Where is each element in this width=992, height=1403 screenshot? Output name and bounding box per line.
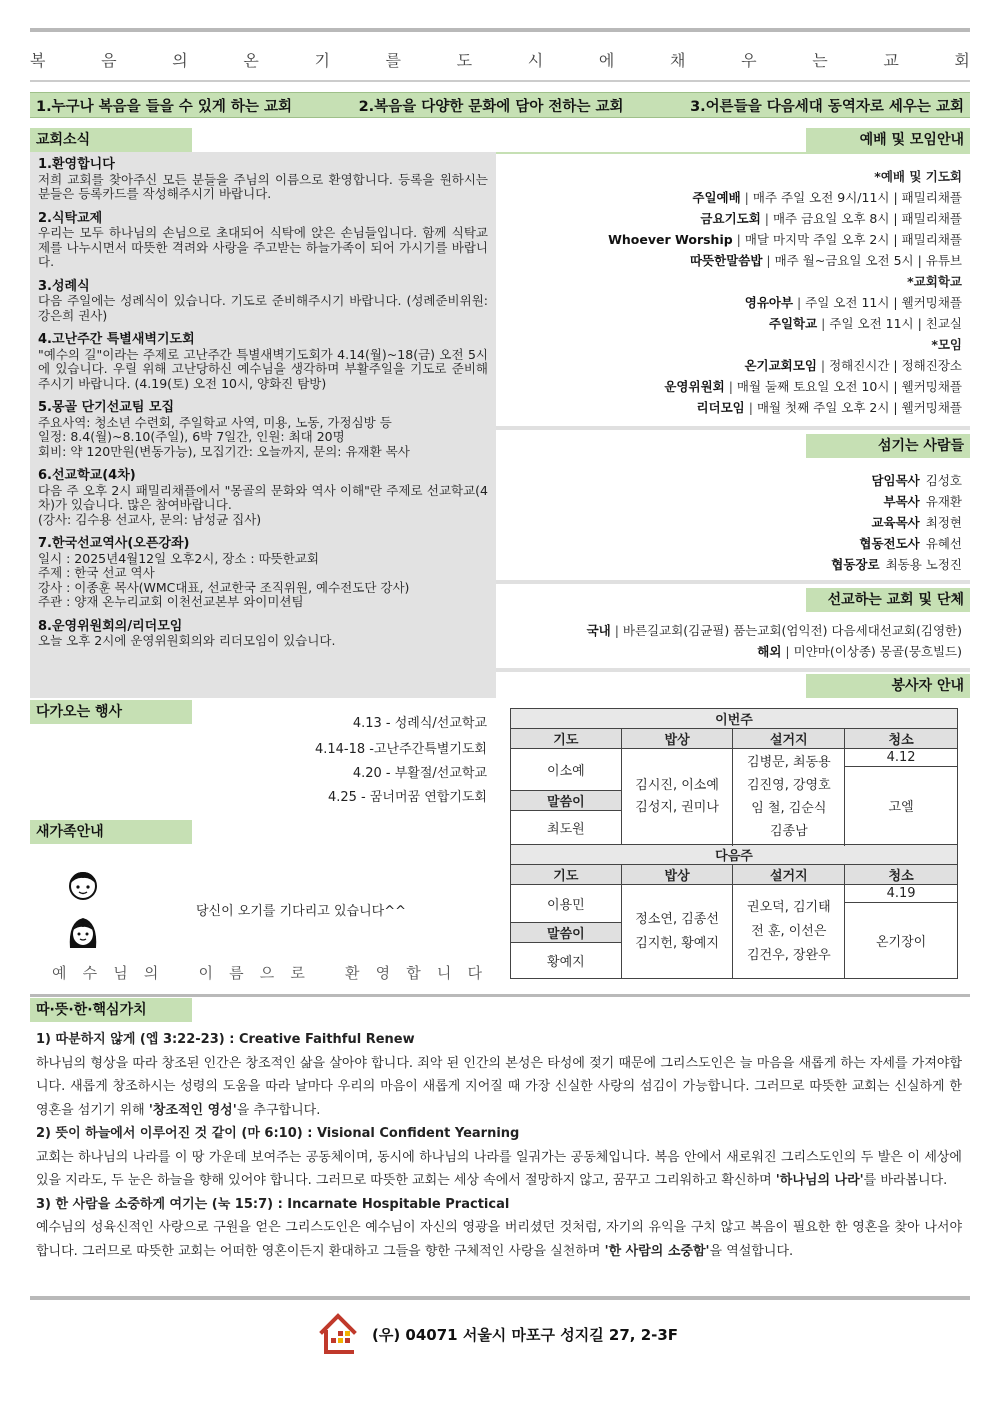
servant-name: 유혜선 xyxy=(925,536,962,551)
core-value-1: 1.누구나 복음을 들을 수 있게 하는 교회 xyxy=(36,98,292,115)
welcome-phrase xyxy=(52,962,482,983)
motto-char: 복 xyxy=(30,51,46,70)
welcome-char: 로 xyxy=(290,964,305,982)
cleaning-date: 4.12 xyxy=(845,749,958,767)
meal-team xyxy=(621,749,733,845)
mission-region: 해외 xyxy=(757,644,782,659)
core-body xyxy=(36,1216,962,1263)
divider-bar: | xyxy=(732,232,745,247)
prayer-person: 이용민 xyxy=(511,885,622,923)
col-prayer: 기도 xyxy=(511,729,622,749)
servant-name: 김성호 xyxy=(925,473,962,488)
meal-line: 김성지, 권미나 xyxy=(635,799,719,815)
section-rule xyxy=(30,994,970,997)
welcome-char: 수 xyxy=(82,964,98,982)
next-week-label: 다음주 xyxy=(511,845,958,865)
motto-char: 온 xyxy=(243,51,259,70)
welcome-char: 예 xyxy=(52,964,67,982)
worship-row xyxy=(608,229,962,250)
core-emphasis: '하나님의 나라' xyxy=(775,1173,864,1188)
news-title: 4.고난주간 특별새벽기도회 xyxy=(38,332,195,347)
meal-line: 김시진, 이소예 xyxy=(635,777,719,793)
worship-name: 리더모임 xyxy=(696,400,745,415)
separator xyxy=(496,668,970,672)
core-title: 1) 따분하지 않게 (엡 3:22-23) : Creative Faithful Renew xyxy=(36,1032,415,1047)
welcome-char: 름 xyxy=(229,964,244,982)
col-cleaning: 청소 xyxy=(845,729,958,749)
news-title: 5.몽골 단기선교팀 모집 xyxy=(38,400,175,415)
news-body: 주요사역: 청소년 수련회, 주일학교 사역, 미용, 노동, 가정심방 등 일정: 8.4(월)~8.10(주일), 6박 7일간, 인원: 최대 20명 회비: 약 120만원(변동가능), 모집기간: 오늘까지, 문의: 유재환 목사 xyxy=(38,414,410,459)
divider-bar: | xyxy=(762,253,775,268)
divider-bar: | xyxy=(816,358,830,373)
divider-bar: | xyxy=(760,211,773,226)
news-body: 일시 : 2025년4월12일 오후2시, 장소 : 따뜻한교회 주제 : 한국 선교 역사 강사 : 이종훈 목사(WMC대표, 선교한국 조직위원, 예수전도단 강사) 주관 : 양재 온누리교회 이천선교본부 와이미션팀 xyxy=(38,550,410,609)
news-title: 1.환영합니다 xyxy=(38,157,115,172)
core-text: 예수님의 성육신적인 사랑으로 구원을 얻은 그리스도인은 예수님이 자신의 영광을 버리셨던 것처럼, 자기의 유익을 구치 않고 복음이 필요한 한 영혼을 찾아 나서야 합니다. 그러므로 따뜻한 교회는 어떠한 영혼이든지 환대하고 그들을 향한 구체적인 사랑을 실천하며 xyxy=(36,1220,962,1259)
dishes-line: 김진영, 강영호 xyxy=(747,777,831,793)
welcome-char: 환 xyxy=(345,964,360,982)
servant-role: 담임목사 xyxy=(871,473,920,488)
worship-name: Whoever Worship xyxy=(608,232,733,247)
core-emphasis: '창조적인 영성' xyxy=(148,1102,237,1118)
servants-heading: 섬기는 사람들 xyxy=(806,434,970,458)
welcome-char: 합 xyxy=(406,964,421,982)
news-item xyxy=(38,333,488,391)
worship-name: 운영위원회 xyxy=(664,379,725,394)
worship-row xyxy=(608,292,962,313)
meal-team xyxy=(621,885,733,979)
core-emphasis: '한 사람의 소중함' xyxy=(604,1243,710,1259)
servant-row xyxy=(831,554,962,575)
servant-name: 최동용 노정진 xyxy=(885,557,962,572)
col-sermon: 말씀이 xyxy=(511,791,622,811)
worship-row xyxy=(608,397,962,418)
dishes-team xyxy=(733,749,845,845)
welcome-char: 다 xyxy=(467,964,482,982)
motto-char: 우 xyxy=(741,51,757,70)
motto-char: 기 xyxy=(314,51,330,70)
core-heading: 따·뜻·한·핵심가치 xyxy=(30,998,192,1022)
meal-line: 김지헌, 황예지 xyxy=(635,935,719,951)
event-item: 4.25 - 꿈너머꿈 연합기도회 xyxy=(327,790,487,805)
news-panel xyxy=(30,152,496,698)
welcome-char: 이 xyxy=(198,964,213,982)
servant-name: 유재환 xyxy=(925,494,962,509)
motto-char: 는 xyxy=(812,51,828,70)
worship-name: 영유아부 xyxy=(744,295,794,310)
news-body: 우리는 모두 하나님의 손님으로 초대되어 식탁에 앉은 손님들입니다. 함께 식탁교제를 나누시면서 따뜻한 격려와 사랑을 주고받는 하늘가족이 되어 가시기를 바랍니다. xyxy=(38,225,488,269)
motto-char: 음 xyxy=(101,51,117,70)
mission-row xyxy=(587,641,962,662)
event-item: 4.13 - 성례식/선교학교 xyxy=(352,716,487,731)
events-heading: 다가오는 행사 xyxy=(30,700,192,724)
worship-row xyxy=(608,313,962,334)
divider-bar: | xyxy=(817,316,830,331)
dishes-team xyxy=(733,885,845,979)
missions-list xyxy=(587,620,962,662)
worship-group-heading: *예배 및 기도회 xyxy=(874,169,962,184)
worship-name: 따뜻한말씀밥 xyxy=(689,253,763,268)
servant-row xyxy=(831,470,962,491)
church-logo-icon xyxy=(318,1312,358,1360)
prayer-person: 이소예 xyxy=(511,749,622,791)
core-text: 를 바라봅니다. xyxy=(863,1173,948,1188)
col-sermon: 말씀이 xyxy=(511,923,622,943)
divider-bar: | xyxy=(781,644,794,659)
servant-role: 협동전도사 xyxy=(859,536,920,551)
divider-bar: | xyxy=(744,400,757,415)
top-rule xyxy=(30,28,970,32)
servant-row xyxy=(831,512,962,533)
motto-char: 시 xyxy=(527,51,544,70)
core-text: 교회는 하나님의 나라를 이 땅 가운데 보여주는 공동체이며, 동시에 하나님의 나라를 일궈가는 공동체입니다. 복음 안에서 새로워진 그리스도인의 두 발은 이 세상에 있을 지라도, 두 눈은 하늘을 향해 있어야 합니다. 그러므로 따뜻한 교회는 세상 속에서 절망하지 않고, 꿈꾸고 그리워하고 확신하며 xyxy=(36,1149,962,1188)
cleaning-person: 온기장이 xyxy=(845,903,958,979)
cleaning-date: 4.19 xyxy=(845,885,958,903)
col-meal: 밥상 xyxy=(621,865,733,885)
worship-name: 주일학교 xyxy=(768,316,818,331)
volunteers-heading: 봉사자 안내 xyxy=(806,674,970,698)
worship-name: 금요기도회 xyxy=(700,211,761,226)
motto-char: 의 xyxy=(172,51,188,70)
event-item: 4.20 - 부활절/선교학교 xyxy=(352,766,487,781)
core-title: 3) 한 사람을 소중하게 여기는 (눅 15:7) : Incarnate Hospitable Practical xyxy=(36,1196,510,1212)
news-title: 8.운영위원회의/리더모임 xyxy=(38,618,183,634)
worship-row xyxy=(608,376,962,397)
core-body xyxy=(36,1052,962,1123)
core-text: 을 역설합니다. xyxy=(709,1243,794,1259)
motto-char: 교 xyxy=(883,51,899,70)
worship-heading: 예배 및 모임안내 xyxy=(806,128,970,152)
welcome-char: 니 xyxy=(436,964,452,982)
servant-row xyxy=(831,533,962,554)
col-dishes: 설거지 xyxy=(733,865,845,885)
bottom-rule xyxy=(30,1296,970,1300)
motto-char: 회 xyxy=(954,51,970,70)
dishes-line: 김건우, 장완우 xyxy=(747,947,831,963)
worship-info: 정해진시간 | 정해진장소 xyxy=(829,358,962,373)
this-week-label: 이번주 xyxy=(511,709,958,729)
news-title: 3.성례식 xyxy=(38,278,90,294)
church-motto xyxy=(30,48,970,72)
worship-row xyxy=(608,355,962,376)
news-body: "예수의 길"이라는 주제로 고난주간 특별새벽기도회가 4.14(월)~18(금) 오전 5시에 있습니다. 우릴 위해 고난당하신 예수님을 생각하며 부활주일을 기도로 준비해 주시기 바랍니다. (4.19(토) 오전 10시, 양화진 탐방) xyxy=(38,346,488,391)
news-item xyxy=(38,620,488,649)
boy-icon xyxy=(66,868,100,906)
core-values-section xyxy=(36,1028,962,1263)
servant-name: 최정현 xyxy=(925,515,962,530)
dishes-line: 권오덕, 김기태 xyxy=(747,899,831,915)
worship-list xyxy=(608,166,962,418)
worship-row xyxy=(608,187,962,208)
core-value-2: 2.복음을 다양한 문화에 담아 전하는 교회 xyxy=(358,98,624,115)
mission-row xyxy=(587,620,962,641)
worship-info: 매주 주일 오전 9시/11시 | 패밀리채플 xyxy=(752,190,962,205)
volunteer-table xyxy=(510,708,958,979)
motto-char: 에 xyxy=(598,51,615,70)
servant-role: 부목사 xyxy=(883,494,920,509)
core-text: 하나님의 형상을 따라 창조된 인간은 창조적인 삶을 살아야 합니다. 죄악 된 인간의 본성은 타성에 젖기 때문에 그리스도인은 늘 마음을 새롭게 하는 자세를 가져야합니다. 새롭게 창조하시는 성령의 도움을 따라 날마다 우리의 마음이 새롭게 지어질 때 가장 신실한 사랑의 섬김이 가능합니다. 그러므로 따뜻한 교회는 신실하게 한 영혼을 섬기기 위해 xyxy=(36,1055,962,1118)
newcomers-heading: 새가족안내 xyxy=(30,820,192,844)
news-body: 저희 교회를 찾아주신 모든 분들을 주님의 이름으로 환영합니다. 등록을 원하시는 분들은 등록카드를 작성해주시기 바랍니다. xyxy=(38,171,488,201)
worship-name: 온기교회모임 xyxy=(744,358,817,373)
news-item xyxy=(38,212,488,270)
news-item xyxy=(38,158,488,202)
core-values-bar xyxy=(30,92,970,118)
news-body: 다음 주일에는 성례식이 있습니다. 기도로 준비해주시기 바랍니다. (성례준비위원: 강은희 권사) xyxy=(38,293,488,323)
news-item xyxy=(38,280,488,324)
worship-info: 매달 마지막 주일 오후 2시 | 패밀리채플 xyxy=(744,232,962,247)
worship-row xyxy=(608,250,962,271)
mission-region: 국내 xyxy=(586,623,611,638)
welcome-char: 으 xyxy=(259,964,275,982)
news-title: 6.선교학교(4차) xyxy=(38,468,136,483)
welcome-char: 영 xyxy=(375,964,391,982)
dishes-line: 김종남 xyxy=(769,823,808,839)
core-text: 을 추구합니다. xyxy=(236,1102,321,1118)
dishes-line: 전 훈, 이선은 xyxy=(751,923,827,939)
news-item xyxy=(38,469,488,527)
core-value-3: 3.어른들을 다음세대 동역자로 세우는 교회 xyxy=(690,98,964,115)
separator xyxy=(496,426,970,430)
servant-role: 교육목사 xyxy=(871,515,920,530)
dishes-line: 임 철, 김순식 xyxy=(751,800,827,816)
news-item xyxy=(38,537,488,610)
servant-row xyxy=(831,491,962,512)
worship-info: 매주 월~금요일 오전 5시 | 유튜브 xyxy=(774,253,962,268)
welcome-char: 님 xyxy=(113,964,128,982)
girl-icon xyxy=(66,914,100,954)
news-title: 7.한국선교역사(오픈강좌) xyxy=(38,536,190,551)
worship-info: 매월 둘째 토요일 오전 10시 | 웰커밍채플 xyxy=(736,379,962,394)
worship-group-heading: *교회학교 xyxy=(907,274,962,289)
col-meal: 밥상 xyxy=(621,729,733,749)
motto-char: 도 xyxy=(456,51,473,70)
motto-char: 를 xyxy=(385,51,402,70)
separator xyxy=(496,580,970,584)
core-title: 2) 뜻이 하늘에서 이루어진 것 같이 (마 6:10) : Visional Confident Yearning xyxy=(36,1126,520,1141)
mission-list: 바른길교회(김균필) 품는교회(엄익전) 다음세대선교회(김영한) xyxy=(622,623,962,638)
servant-role: 협동장로 xyxy=(831,557,880,572)
worship-row xyxy=(608,208,962,229)
divider-bar: | xyxy=(793,295,806,310)
divider-bar: | xyxy=(724,379,737,394)
welcome-char: 의 xyxy=(143,964,159,982)
worship-info: 매월 첫째 주일 오후 2시 | 웰커밍채플 xyxy=(756,400,962,415)
event-item: 4.14-18 -고난주간특별기도회 xyxy=(314,742,487,757)
sermon-person: 황예지 xyxy=(511,943,622,979)
divider-bar: | xyxy=(610,623,623,638)
dishes-line: 김병문, 최동용 xyxy=(747,754,831,770)
col-cleaning: 청소 xyxy=(845,865,958,885)
motto-char: 채 xyxy=(669,51,686,70)
news-title: 2.식탁교제 xyxy=(38,210,103,226)
worship-info: 주일 오전 11시 | 웰커밍채플 xyxy=(805,295,962,310)
servants-list xyxy=(831,470,962,575)
worship-name: 주일예배 xyxy=(692,190,741,205)
footer-address: (우) 04071 서울시 마포구 성지길 27, 2-3F xyxy=(372,1326,679,1344)
worship-group-heading: *모임 xyxy=(931,337,962,352)
motto-rule xyxy=(30,80,970,82)
sermon-person: 최도원 xyxy=(511,811,622,845)
cleaning-person: 고엘 xyxy=(845,767,958,845)
core-body xyxy=(36,1146,962,1193)
newcomer-message: 당신이 오기를 기다리고 있습니다^^ xyxy=(196,904,406,919)
col-dishes: 설거지 xyxy=(733,729,845,749)
divider-bar: | xyxy=(740,190,753,205)
news-body: 오늘 오후 2시에 운영위원회의와 리더모임이 있습니다. xyxy=(38,633,336,648)
col-prayer: 기도 xyxy=(511,865,622,885)
worship-info: 매주 금요일 오후 8시 | 패밀리채플 xyxy=(772,211,962,226)
news-body: 다음 주 오후 2시 패밀리채플에서 "몽골의 문화와 역사 이해"란 주제로 선교학교(4차)가 있습니다. 많은 참여바랍니다. (강사: 김수용 선교사, 문의: 남성균 집사) xyxy=(38,482,488,527)
news-heading: 교회소식 xyxy=(30,128,192,152)
worship-info: 주일 오전 11시 | 친교실 xyxy=(829,316,962,331)
meal-line: 정소연, 김종선 xyxy=(635,911,719,927)
missions-heading: 선교하는 교회 및 단체 xyxy=(806,588,970,612)
news-item xyxy=(38,401,488,459)
mission-list: 미얀마(이상종) 몽골(뭉흐빌드) xyxy=(793,644,962,659)
